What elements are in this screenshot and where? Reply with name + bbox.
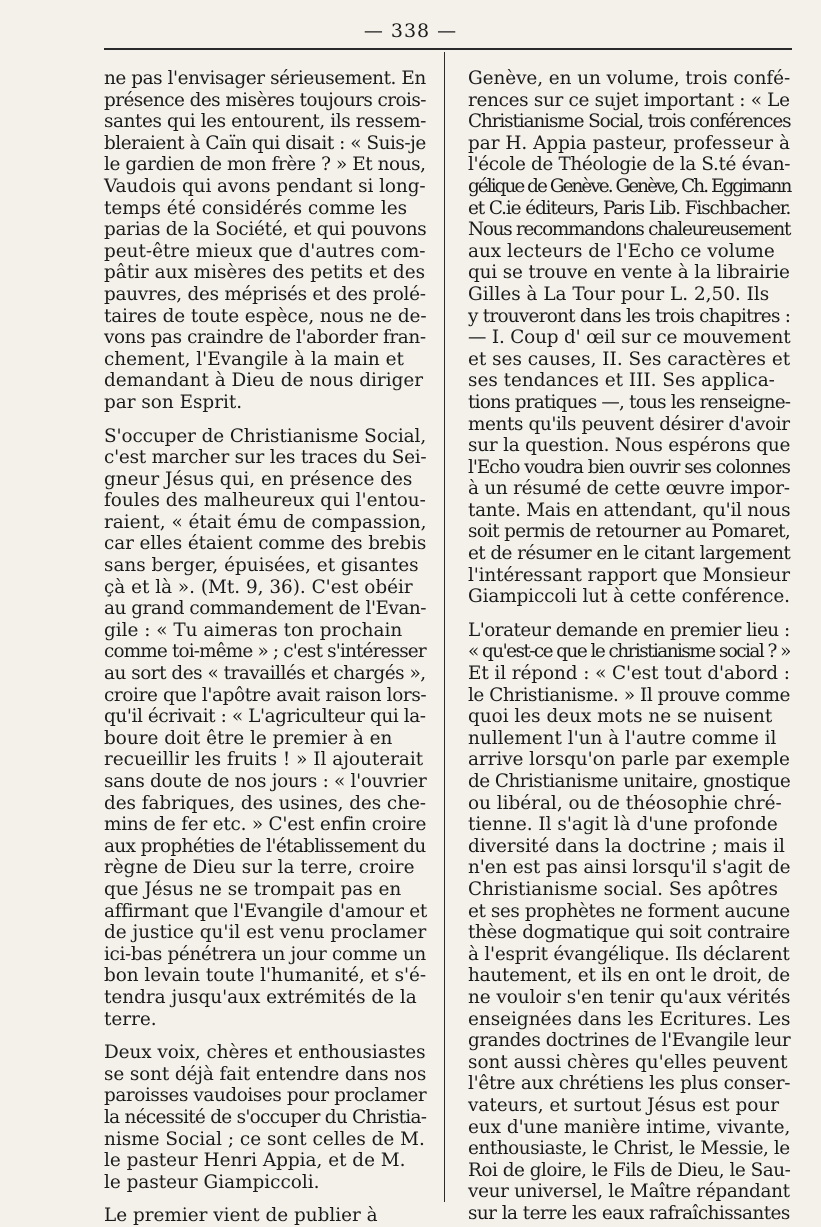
text-line: arrive lorsqu'on parle par exemple [468, 749, 790, 771]
text-line: ne pas l'envisager sérieusement. En [104, 68, 426, 89]
text-line: à l'esprit évangélique. Ils déclarent [468, 943, 790, 965]
text-line: que Jésus ne se trompait pas en [104, 878, 402, 900]
paragraph [104, 426, 426, 1031]
page-number: — 338 — [363, 20, 458, 42]
text-line: l'école de Théologie de la S.té évan- [468, 154, 791, 176]
text-line: diversité dans la doctrine ; mais il [468, 835, 785, 857]
text-line: ou libéral, ou de théosophie chré- [468, 792, 782, 814]
header-rule [104, 48, 792, 50]
text-line: ici-bas pénétrera un jour comme un [104, 943, 426, 965]
text-line: à un résumé de cette œuvre impor- [468, 478, 790, 500]
text-line: l'Echo voudra bien ouvrir ses colonnes [468, 456, 790, 478]
text-line: soit permis de retourner au Pomaret, [468, 521, 790, 543]
text-line: « qu'est-ce que le christianisme social ? » [468, 641, 790, 663]
paragraph [104, 68, 426, 414]
left-column [104, 68, 426, 1227]
text-line: S'occuper de Christianisme Social, [104, 425, 427, 447]
text-line: le pasteur Henri Appia, et de M. [104, 1150, 406, 1172]
paragraph-gap [104, 1193, 426, 1205]
text-line: croire que l'apôtre avait raison lors- [104, 684, 427, 706]
text-line: comme toi-même » ; c'est s'intéresser [104, 641, 426, 663]
text-line: veur universel, le Maître répandant [468, 1181, 790, 1203]
text-line: gélique de Genève. Genève, Ch. Eggimann [468, 175, 791, 197]
paragraph [104, 1042, 426, 1193]
text-line: règne de Dieu sur la terre, croire [104, 857, 415, 879]
text-line: ses tendances et III. Ses applica- [468, 370, 775, 392]
text-line: l'être aux chrétiens les plus conser- [468, 1073, 791, 1095]
text-line: au grand commandement de l'Evan- [104, 598, 427, 620]
paragraph-gap [468, 608, 790, 620]
text-line: boure doit être le premier à en [104, 727, 393, 749]
text-line: le Christianisme. » Il prouve comme [468, 684, 790, 706]
text-line: L'orateur demande en premier lieu : [468, 619, 790, 641]
text-line: demandant à Dieu de nous diriger [104, 370, 424, 392]
text-line: présence des misères toujours crois- [104, 89, 426, 111]
text-line: Giampiccoli lut à cette conférence. [468, 586, 790, 608]
text-line: de Christianisme unitaire, gnostique [468, 771, 791, 792]
text-line: l'intéressant rapport que Monsieur [468, 564, 790, 586]
paragraph [468, 620, 790, 1225]
text-line: y trouveront dans les trois chapitres : [468, 305, 791, 327]
text-line: vateurs, et surtout Jésus est pour [468, 1094, 779, 1116]
text-line: terre. [104, 1008, 157, 1030]
text-line: et de résumer en le citant largement [468, 543, 791, 565]
text-line: pauvres, des méprisés et des prolé- [104, 283, 426, 305]
text-line: eux d'une manière intime, vivante, [468, 1116, 791, 1138]
text-line: gneur Jésus qui, en présence des [104, 468, 413, 490]
text-line: Gilles à La Tour pour L. 2,50. Ils [468, 283, 770, 305]
text-line: sont aussi chères qu'elles peuvent [468, 1051, 788, 1073]
column-divider [444, 52, 445, 1202]
text-line: nisme Social ; ce sont celles de M. [104, 1128, 425, 1150]
text-line: par H. Appia pasteur, professeur à [468, 132, 790, 154]
text-line: enthousiaste, le Christ, le Messie, le [468, 1138, 790, 1160]
text-line: le pasteur Giampiccoli. [104, 1171, 320, 1193]
text-line: nullement l'un à l'autre comme il [468, 727, 777, 749]
text-line: se sont déjà fait entendre dans nos [104, 1063, 427, 1085]
text-line: qui se trouve en vente à la librairie [468, 262, 790, 284]
text-line: grandes doctrines de l'Evangile leur [468, 1030, 791, 1052]
text-line: pâtir aux misères des petits et des [104, 262, 426, 284]
text-line: quoi les deux mots ne se nuisent [468, 706, 773, 728]
text-line: temps été considérés comme les [104, 197, 408, 219]
text-line: peut-être mieux que d'autres com- [104, 240, 426, 262]
text-line: n'en est pas ainsi lorsqu'il s'agit de [468, 857, 791, 879]
text-line: au sort des « travaillés et chargés », [104, 663, 426, 685]
text-line: et ses prophètes ne forment aucune [468, 900, 790, 922]
text-line: sur la terre les eaux rafraîchissantes [468, 1202, 790, 1224]
text-line: aux prophéties de l'établissement du [104, 835, 426, 857]
text-line: paroisses vaudoises pour proclamer [104, 1085, 427, 1107]
text-line: hautement, et ils en ont le droit, de [468, 965, 790, 987]
text-line: Nous recommandons chaleureusement [468, 219, 791, 241]
text-line: Genève, en un volume, trois confé- [468, 68, 791, 89]
text-line: Le premier vient de publier à [104, 1205, 378, 1227]
text-line: par son Esprit. [104, 391, 243, 413]
text-line: çà et là ». (Mt. 9, 36). C'est obéir [104, 576, 413, 598]
text-line: et ses causes, II. Ses caractères et [468, 348, 791, 370]
text-line: foules des malheureux qui l'entou- [104, 490, 426, 512]
text-line: des fabriques, des usines, des che- [104, 792, 426, 814]
text-line: mins de fer etc. » C'est enfin croire [104, 814, 427, 836]
text-line: recueillir les fruits ! » Il ajouterait [104, 749, 424, 771]
text-line: c'est marcher sur les traces du Sei- [104, 447, 427, 469]
text-line: bleraient à Caïn qui disait : « Suis-je [104, 132, 426, 154]
text-line: affirmant que l'Evangile d'amour et [104, 900, 427, 922]
text-line: Christianisme social. Ses apôtres [468, 878, 778, 900]
paragraph [468, 68, 790, 608]
text-line: car elles étaient comme des brebis [104, 533, 427, 555]
text-line: tante. Mais en attendant, qu'il nous [468, 499, 791, 521]
text-line: — I. Coup d' œil sur ce mouvement [468, 327, 791, 349]
text-line: tendra jusqu'aux extrémités de la [104, 986, 417, 1008]
text-line: sur la question. Nous espérons que [468, 435, 791, 457]
text-line: parias de la Société, et qui pouvons [104, 219, 427, 241]
text-line: enseignées dans les Ecritures. Les [468, 1008, 791, 1030]
text-line: la nécessité de s'occuper du Christia- [104, 1106, 427, 1128]
text-line: le gardien de mon frère ? » Et nous, [104, 154, 426, 176]
text-line: rences sur ce sujet important : « Le [468, 89, 790, 111]
text-line: thèse dogmatique qui soit contraire [468, 922, 790, 944]
text-line: Vaudois qui avons pendant si long- [104, 175, 426, 197]
paragraph-gap [104, 1030, 426, 1042]
text-line: qu'il écrivait : « L'agriculteur qui la- [104, 706, 426, 728]
text-line: Et il répond : « C'est tout d'abord : [468, 663, 790, 685]
text-line: gile : « Tu aimeras ton prochain [104, 619, 403, 641]
right-column [468, 68, 790, 1224]
text-line: santes qui les entourent, ils ressem- [104, 111, 426, 133]
text-line: sans doute de nos jours : « l'ouvrier [104, 771, 427, 792]
text-line: sans berger, épuisées, et gisantes [104, 555, 419, 577]
text-line: tions pratiques —, tous les renseigne- [468, 391, 791, 413]
text-line: bon levain toute l'humanité, et s'é- [104, 965, 427, 987]
text-line: Deux voix, chères et enthousiastes [104, 1042, 426, 1064]
text-line: Christianisme Social, trois conférences [468, 111, 791, 133]
text-line: ne vouloir s'en tenir qu'aux vérités [468, 986, 791, 1008]
text-line: vons pas craindre de l'aborder fran- [104, 327, 426, 349]
paragraph-gap [104, 414, 426, 426]
text-line: Roi de gloire, le Fils de Dieu, le Sau- [468, 1159, 791, 1181]
text-line: taires de toute espèce, nous ne de- [104, 305, 427, 327]
text-line: aux lecteurs de l'Echo ce volume [468, 240, 775, 262]
paragraph [104, 1205, 426, 1227]
text-line: raient, « était ému de compassion, [104, 511, 427, 533]
text-line: tienne. Il s'agit là d'une profonde [468, 814, 778, 836]
text-line: ments qu'ils peuvent désirer d'avoir [468, 413, 790, 435]
text-line: de justice qu'il est venu proclamer [104, 922, 427, 944]
text-line: et C.ie éditeurs, Paris Lib. Fischbacher. [468, 197, 791, 219]
text-line: chement, l'Evangile à la main et [104, 348, 404, 370]
